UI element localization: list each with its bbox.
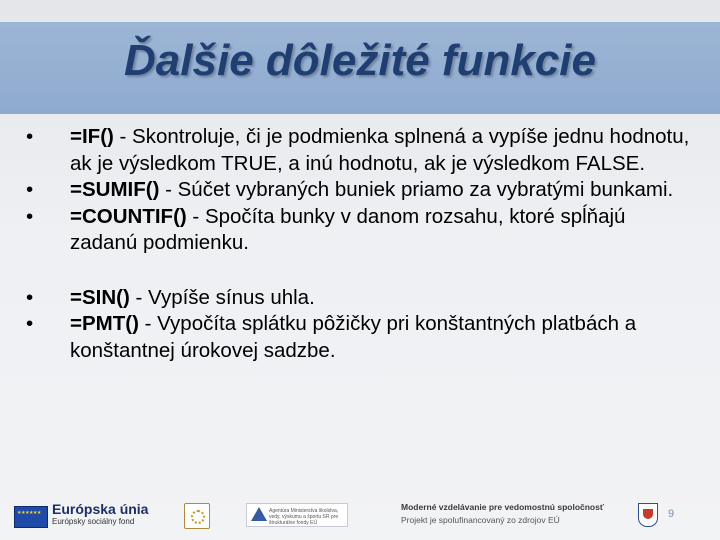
eu-subtitle: Európsky sociálny fond [52, 517, 135, 526]
bullet-marker: • [26, 312, 34, 335]
bullet-text [50, 124, 694, 177]
bullet-item-countif [24, 204, 694, 257]
function-description: - Vypíše sínus uhla. [129, 285, 315, 309]
bullet-text [50, 285, 694, 312]
page-number: 9 [668, 508, 675, 520]
bullet-marker: • [26, 204, 34, 228]
function-description: - Vypočíta splátku pôžičky pri konštantných platbách a konštantnej úrokovej sadzbe. [70, 312, 637, 362]
bullet-item-pmt [24, 311, 694, 364]
project-subtitle: Projekt je spolufinancovaný zo zdrojov EÚ [401, 515, 560, 525]
slide-title: Ďalšie dôležité funkcie [124, 36, 596, 85]
bullet-text [50, 204, 694, 257]
function-name: =SIN() [70, 285, 130, 309]
esf-logo-icon [184, 503, 210, 529]
bullet-marker: • [26, 178, 34, 201]
bullet-item-sumif [24, 177, 694, 204]
spacer [24, 257, 694, 285]
function-description: - Spočíta bunky v danom rozsahu, ktoré spĺňajú zadanú podmienku. [70, 204, 626, 254]
function-name: =COUNTIF() [70, 204, 187, 228]
bullet-marker: • [26, 285, 34, 309]
eu-flag-icon [14, 506, 48, 528]
bullet-text [50, 311, 694, 364]
function-description: - Skontroluje, či je podmienka splnená a vypíše jednu hodnotu, ak je výsledkom TRUE, a inú hodnotu, ak je výsledkom FALSE. [70, 125, 690, 175]
bullet-item-sin [24, 285, 694, 312]
agency-text: Agentúra Ministerstva školstva, vedy, výskumu a športu SR pre štrukturálne fondy EÚ [269, 508, 339, 526]
function-description: - Súčet vybraných buniek priamo za vybratými bunkami. [159, 178, 674, 201]
bullet-marker: • [26, 125, 34, 148]
project-title: Moderné vzdelávanie pre vedomostnú spoločnosť [401, 502, 604, 512]
state-crest-icon [638, 503, 658, 527]
bullet-item-if [24, 124, 694, 177]
agency-logo-icon [246, 503, 348, 527]
bullet-text [50, 177, 694, 204]
function-name: =PMT() [70, 312, 139, 335]
function-name: =IF() [70, 125, 114, 148]
function-name: =SUMIF() [70, 178, 160, 201]
agency-mark-icon [251, 507, 267, 521]
eu-title: Európska únia [52, 501, 149, 517]
bullet-list [24, 124, 694, 364]
